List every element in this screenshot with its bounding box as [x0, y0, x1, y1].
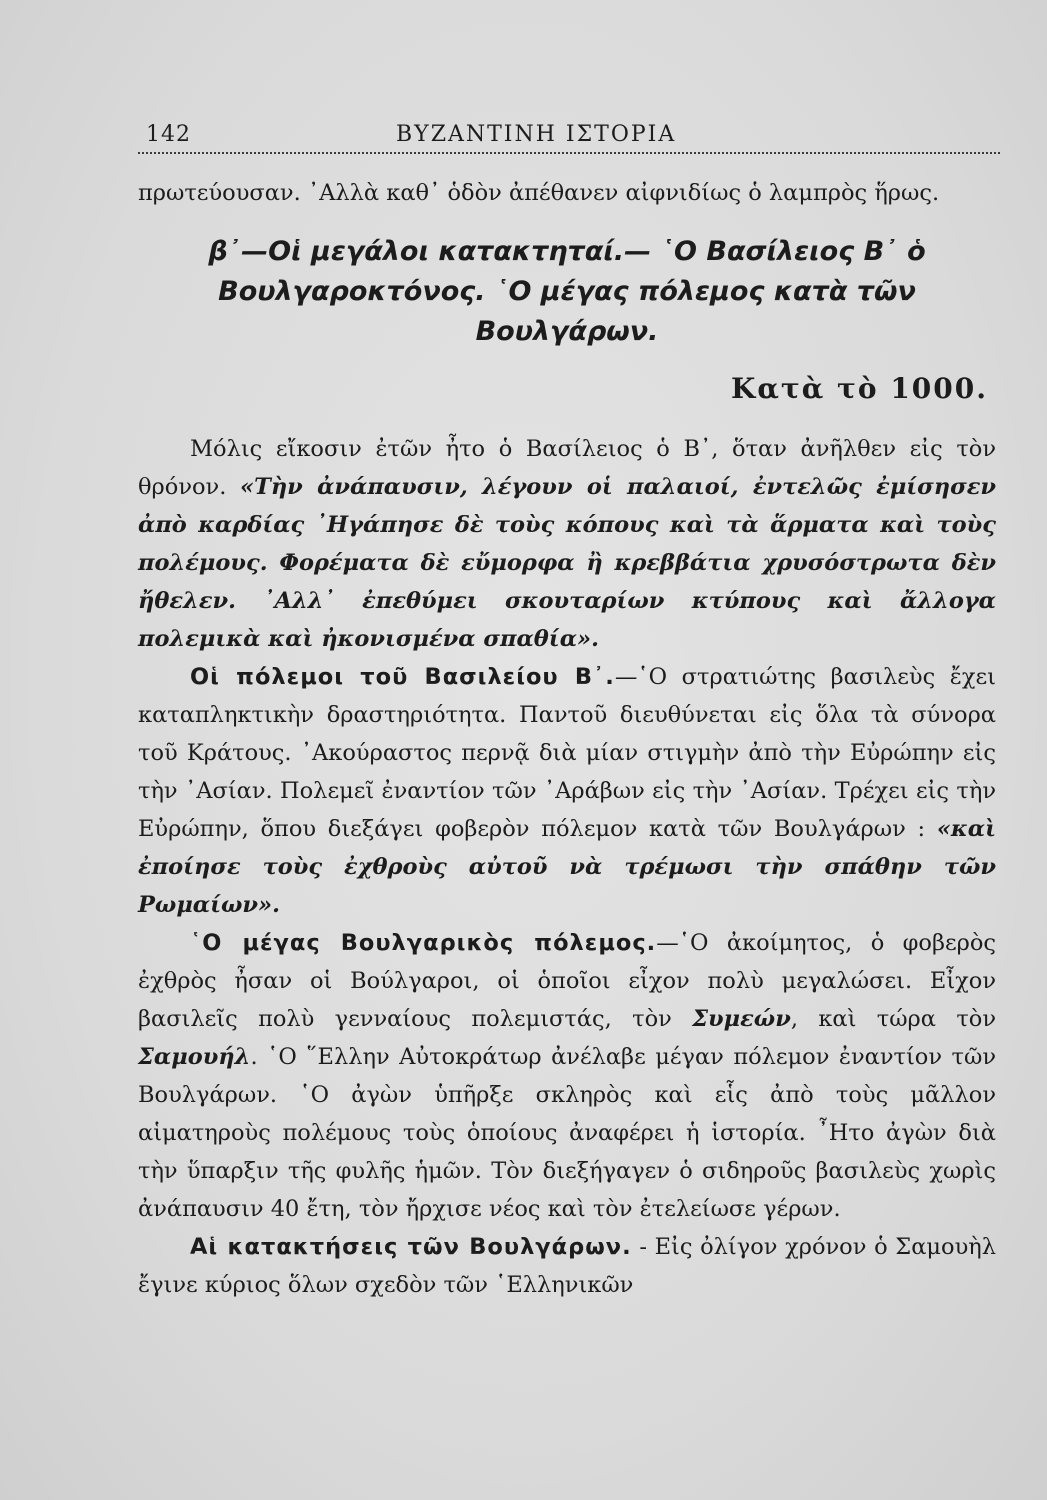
page-body	[138, 174, 996, 1304]
paragraph-conquests-text: - Εἰς ὀλίγον χρόνον ὁ Σαμουὴλ ἔγινε κύριος ὅλων σχεδὸν τῶν ῾Ελληνικῶν	[138, 1234, 996, 1298]
paragraph-wars-quote: «καὶ ἐποίησε τοὺς ἐχθροὺς αὐτοῦ νὰ τρέμωσι τὴν σπάθην τῶν Ρωμαίων».	[138, 816, 996, 918]
running-header	[138, 118, 1000, 154]
paragraph-bulgarian-war	[138, 924, 996, 1228]
paragraph-wars	[138, 658, 996, 924]
paragraph-conquests	[138, 1228, 996, 1304]
paragraph-basil-text: Μόλις εἴκοσιν ἐτῶν ἦτο ὁ Βασίλειος ὁ Β᾽, ὅταν ἀνῆλθεν εἰς τὸν θρόνον.	[138, 436, 996, 500]
paragraph-wars-text: —῾Ο στρατιώτης βασιλεὺς ἔχει καταπληκτικὴν δραστηριότητα. Παντοῦ διευθύνεται εἰς ὅλα τὰ σύνορα τοῦ Κράτους. ᾽Ακούραστος περνᾷ διὰ μίαν στιγμὴν ἀπὸ τὴν Εὐρώπην εἰς τὴν ᾽Ασίαν. Πολεμεῖ ἐναντίον τῶν ᾽Αράβων εἰς τὴν ᾽Ασίαν. Τρέχει εἰς τὴν Εὐρώπην, ὅπου διεξάγει φοβερὸν πόλεμον κατὰ τῶν Βουλγάρων :	[138, 664, 996, 842]
section-heading: β᾽—Οἱ μεγάλοι κατακτηταί.— ῾Ο Βασίλειος Β᾽ ὁ Βουλγαροκτόνος. ῾Ο μέγας πόλεμος κατὰ τῶν Βουλγάρων.	[208, 236, 926, 347]
paragraph-wars-lead: Οἱ πόλεμοι τοῦ Βασιλείου Β᾽.	[190, 664, 615, 690]
paragraph-bulgarian-war-lead: ῾Ο μέγας Βουλγαρικὸς πόλεμος.	[190, 930, 657, 956]
paragraph-conquests-lead: Αἱ κατακτήσεις τῶν Βουλγάρων.	[190, 1234, 632, 1260]
opening-paragraph: πρωτεύουσαν. ᾽Αλλὰ καθ᾽ ὁδὸν ἀπέθανεν αἰφνιδίως ὁ λαμπρὸς ἥρως.	[138, 180, 940, 206]
name-samuel: Σαμουήλ	[138, 1044, 251, 1070]
paragraph-bulgarian-war-text-b: , καὶ τώρα τὸν	[790, 1006, 996, 1032]
paragraph-basil	[138, 430, 996, 658]
running-title: ΒΥΖΑΝΤΙΝΗ ΙΣΤΟΡΙΑ	[396, 122, 677, 147]
paragraph-bulgarian-war-text-a: —῾Ο ἀκοίμητος, ὁ φοβερὸς ἐχθρὸς ἦσαν οἱ Βούλγαροι, οἱ ὁποῖοι εἶχον πολὺ μεγαλώσει. Εἶχον βασιλεῖς πολὺ γενναίους πολεμιστάς, τὸν	[138, 930, 996, 1032]
date-line: Κατὰ τὸ 1000.	[731, 372, 988, 405]
paragraph-bulgarian-war-text-c: . ῾Ο ῞Ελλην Αὐτοκράτωρ ἀνέλαβε μέγαν πόλεμον ἐναντίον τῶν Βουλγάρων. ῾Ο ἀγὼν ὑπῆρξε σκληρὸς καὶ εἷς ἀπὸ τοὺς μᾶλλον αἱματηροὺς πολέμους τοὺς ὁποίους ἀναφέρει ἡ ἱστορία. ῏Ητο ἀγὼν διὰ τὴν ὕπαρξιν τῆς φυλῆς ἡμῶν. Τὸν διεξήγαγεν ὁ σιδηροῦς βασιλεὺς χωρὶς ἀνάπαυσιν 40 ἔτη, τὸν ἤρχισε νέος καὶ τὸν ἐτελείωσε γέρων.	[138, 1044, 996, 1222]
page-number: 142	[146, 122, 191, 147]
paragraph-basil-quote: «Τὴν ἀνάπαυσιν, λέγουν οἱ παλαιοί, ἐντελῶς ἐμίσησεν ἀπὸ καρδίας ᾽Ηγάπησε δὲ τοὺς κόπους καὶ τὰ ἅρματα καὶ τοὺς πολέμους. Φορέματα δὲ εὔμορφα ἢ κρεββάτια χρυσόστρωτα δὲν ἤθελεν. ᾽Αλλ᾽ ἐπεθύμει σκουταρίων κτύπους καὶ ἄλλογα πολεμικὰ καὶ ἠκονισμένα σπαθία».	[138, 474, 997, 652]
name-symeon: Συμεών	[692, 1006, 791, 1032]
